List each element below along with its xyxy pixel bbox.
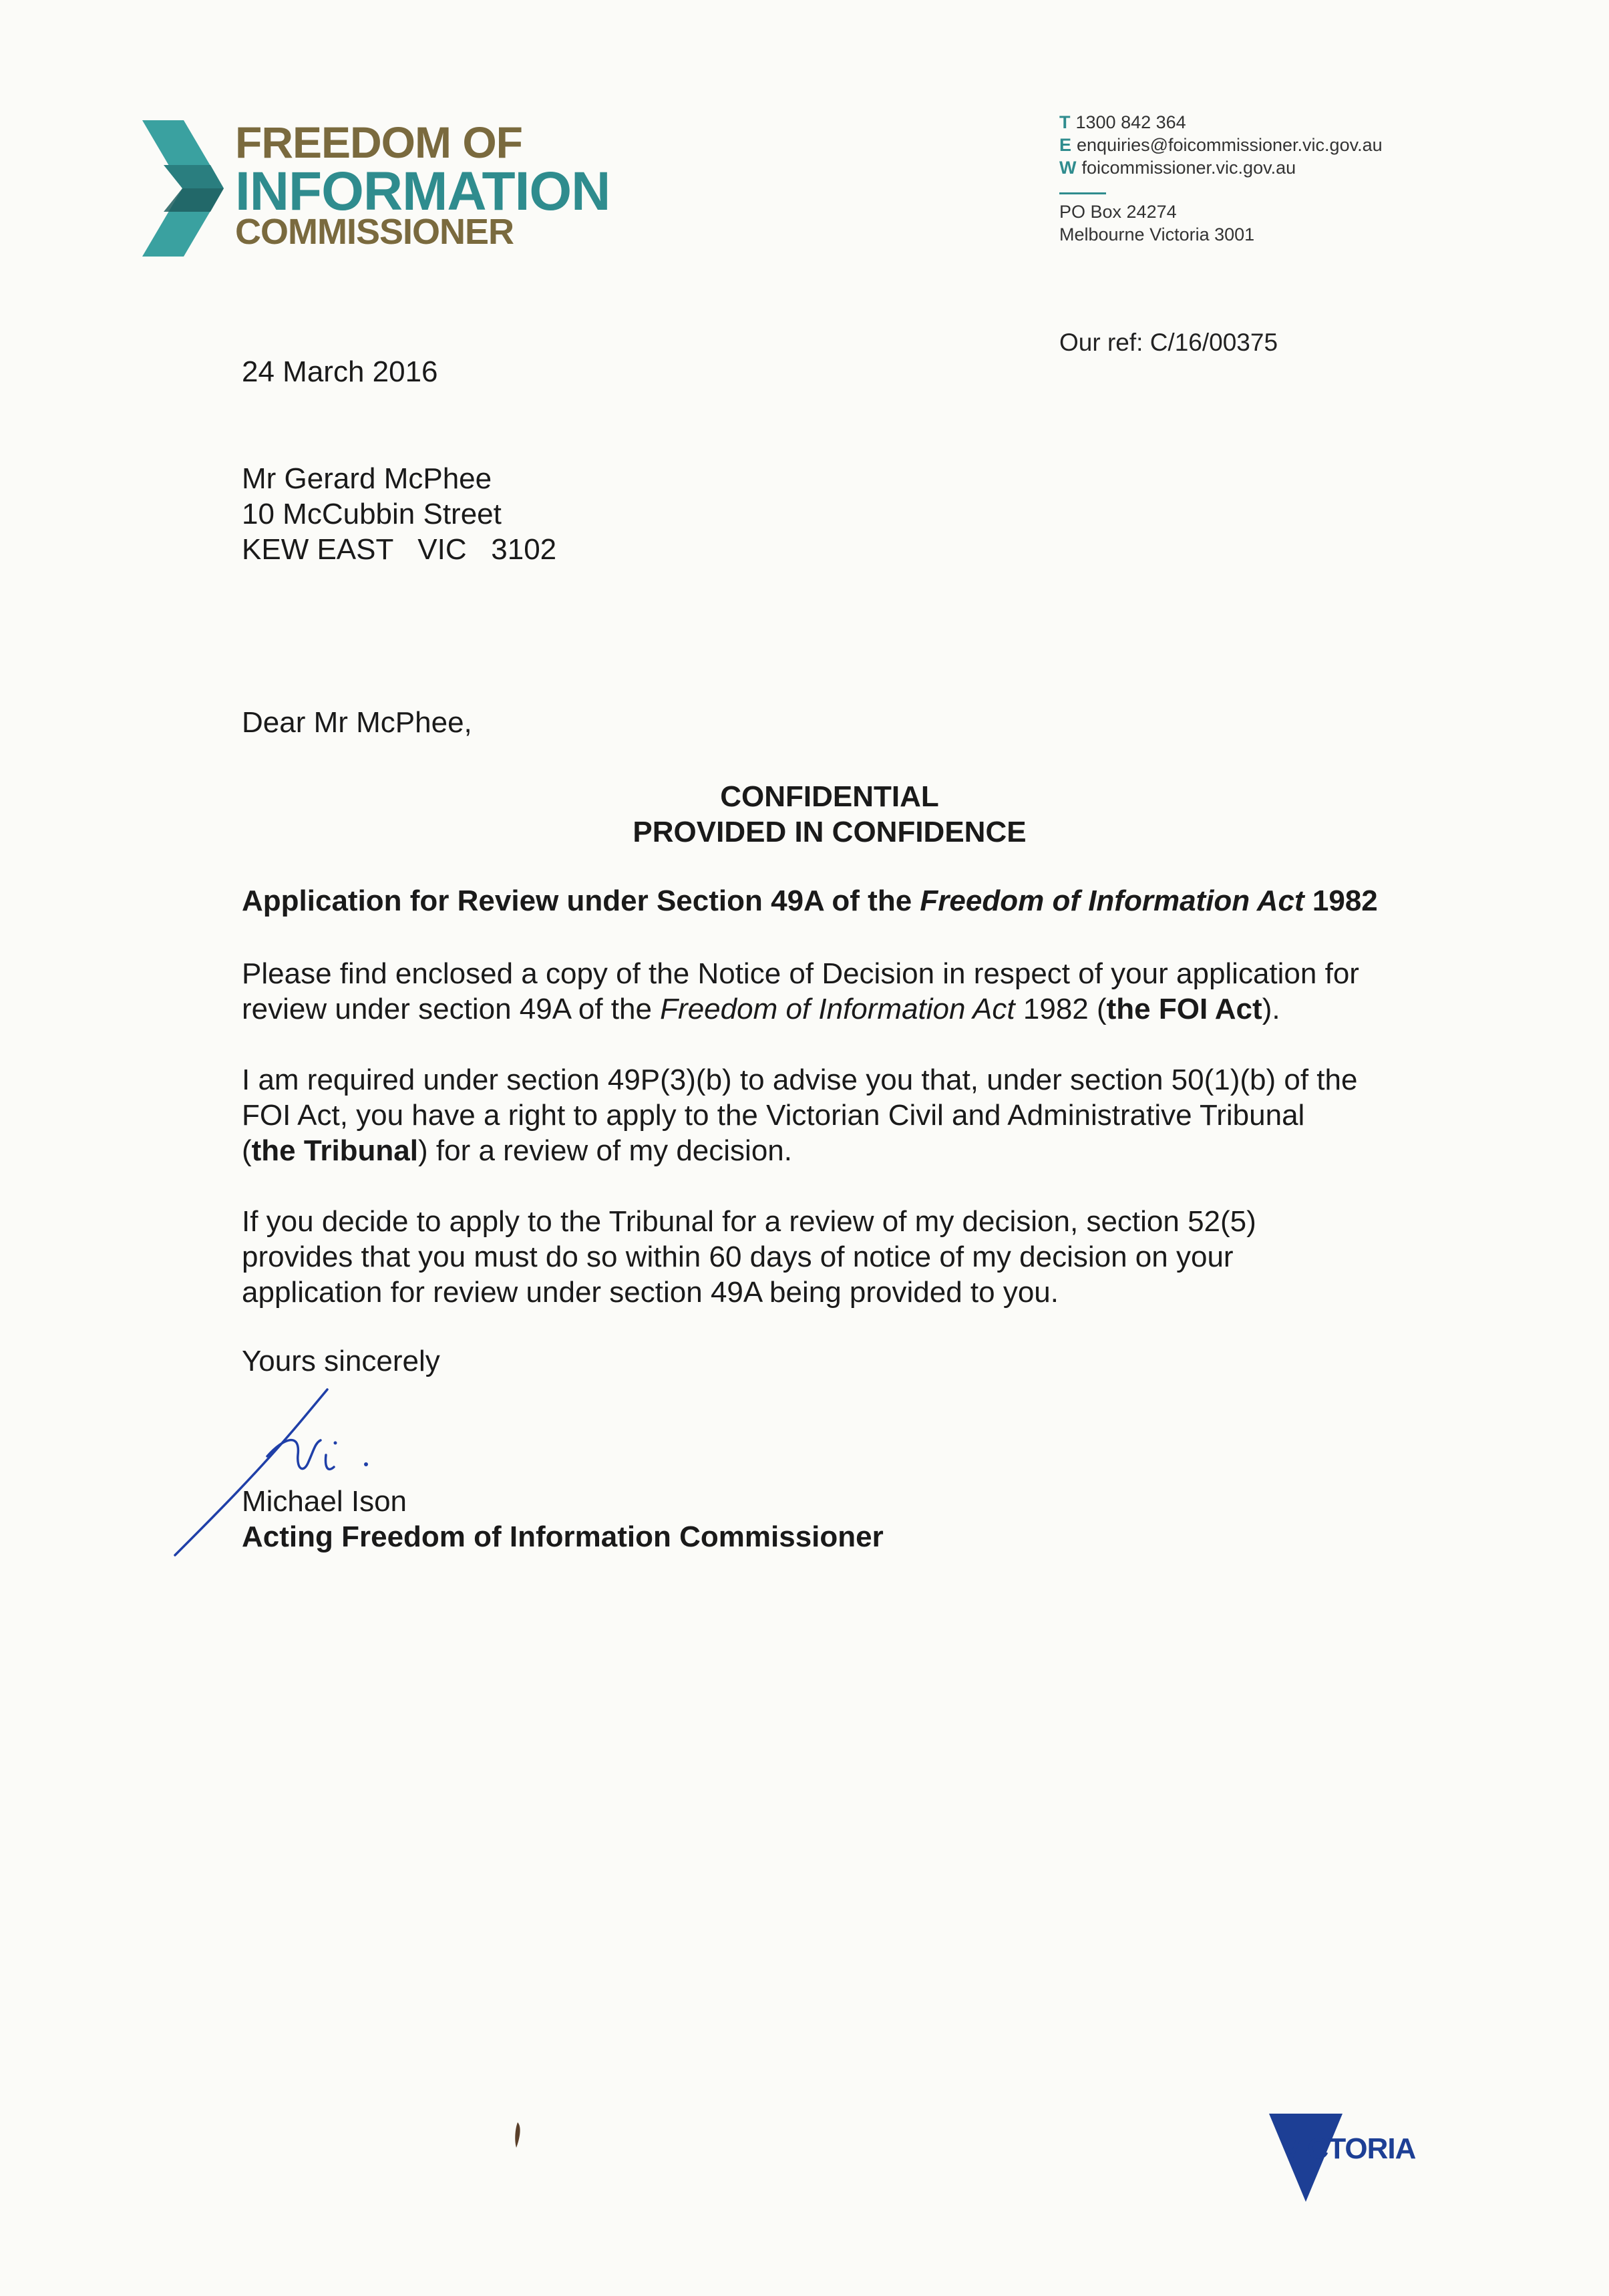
paragraph-2 — [242, 1062, 1357, 1168]
contact-divider — [1059, 192, 1106, 194]
po-city: Melbourne Victoria 3001 — [1059, 224, 1255, 244]
p2-bold: the Tribunal — [251, 1134, 419, 1167]
recipient-address — [242, 461, 556, 567]
subject-act: Freedom of Information Act — [920, 884, 1304, 917]
paragraph-3-line-1: If you decide to apply to the Tribunal for a review of my decision, section 52(5) — [242, 1205, 1256, 1238]
foi-logo-mark-icon — [137, 115, 250, 262]
paragraph-3-line-2: provides that you must do so within 60 days of notice of my decision on your — [242, 1241, 1234, 1273]
web-label: W — [1059, 158, 1077, 178]
logo-line-3: COMMISSIONER — [235, 212, 514, 252]
paragraph-3-line-3: application for review under section 49A being provided to you. — [242, 1276, 1059, 1309]
web-value[interactable]: foicommissioner.vic.gov.au — [1081, 158, 1296, 178]
contact-phone — [1059, 112, 1186, 133]
contact-email — [1059, 135, 1383, 156]
victoria-logo-text: VICTORIA — [1281, 2132, 1416, 2165]
paragraph-2-line-2: FOI Act, you have a right to apply to the Victorian Civil and Administrative Tribunal — [242, 1099, 1305, 1132]
phone-value: 1300 842 364 — [1075, 112, 1186, 132]
closing: Yours sincerely — [242, 1345, 440, 1377]
paragraph-1 — [242, 956, 1359, 1027]
email-label: E — [1059, 135, 1072, 155]
paragraph-2-line-1: I am required under section 49P(3)(b) to advise you that, under section 50(1)(b) of the — [242, 1063, 1358, 1096]
p1-act: Freedom of Information Act — [660, 993, 1015, 1025]
signer-name: Michael Ison — [242, 1485, 407, 1518]
p2-pre: ( — [242, 1134, 252, 1167]
confidence-heading: PROVIDED IN CONFIDENCE — [633, 816, 1027, 848]
ink-smudge-icon — [511, 2121, 526, 2149]
subject-line — [242, 884, 1378, 918]
letter-date: 24 March 2016 — [242, 355, 438, 388]
address-line-street: 10 McCubbin Street — [242, 498, 502, 530]
p1-pre: review under section 49A of the — [242, 993, 661, 1025]
phone-label: T — [1059, 112, 1071, 132]
salutation: Dear Mr McPhee, — [242, 706, 472, 739]
paragraph-1-line-1: Please find enclosed a copy of the Notice of Decision in respect of your application for — [242, 957, 1359, 990]
confidential-heading: CONFIDENTIAL — [720, 780, 939, 813]
p1-bold: the FOI Act — [1106, 993, 1262, 1025]
p1-end: ). — [1262, 993, 1280, 1025]
subject-pre: Application for Review under Section 49A of the — [242, 884, 920, 917]
signer-title: Acting Freedom of Information Commissioner — [242, 1520, 884, 1553]
email-value[interactable]: enquiries@foicommissioner.vic.gov.au — [1077, 135, 1383, 155]
subject-year: 1982 — [1304, 884, 1378, 917]
p1-mid: 1982 ( — [1015, 993, 1107, 1025]
our-reference: Our ref: C/16/00375 — [1059, 329, 1278, 356]
paragraph-2-line-3 — [242, 1133, 1357, 1168]
logo-line-2: INFORMATION — [235, 161, 610, 222]
address-line-name: Mr Gerard McPhee — [242, 462, 492, 495]
address-line-suburb: KEW EAST VIC 3102 — [242, 533, 557, 566]
paragraph-1-line-2 — [242, 991, 1359, 1027]
po-box: PO Box 24274 — [1059, 202, 1177, 222]
contact-web — [1059, 158, 1296, 178]
logo-line-1: FREEDOM OF — [235, 118, 522, 167]
p2-end: ) for a review of my decision. — [418, 1134, 792, 1167]
paragraph-3 — [242, 1204, 1256, 1310]
